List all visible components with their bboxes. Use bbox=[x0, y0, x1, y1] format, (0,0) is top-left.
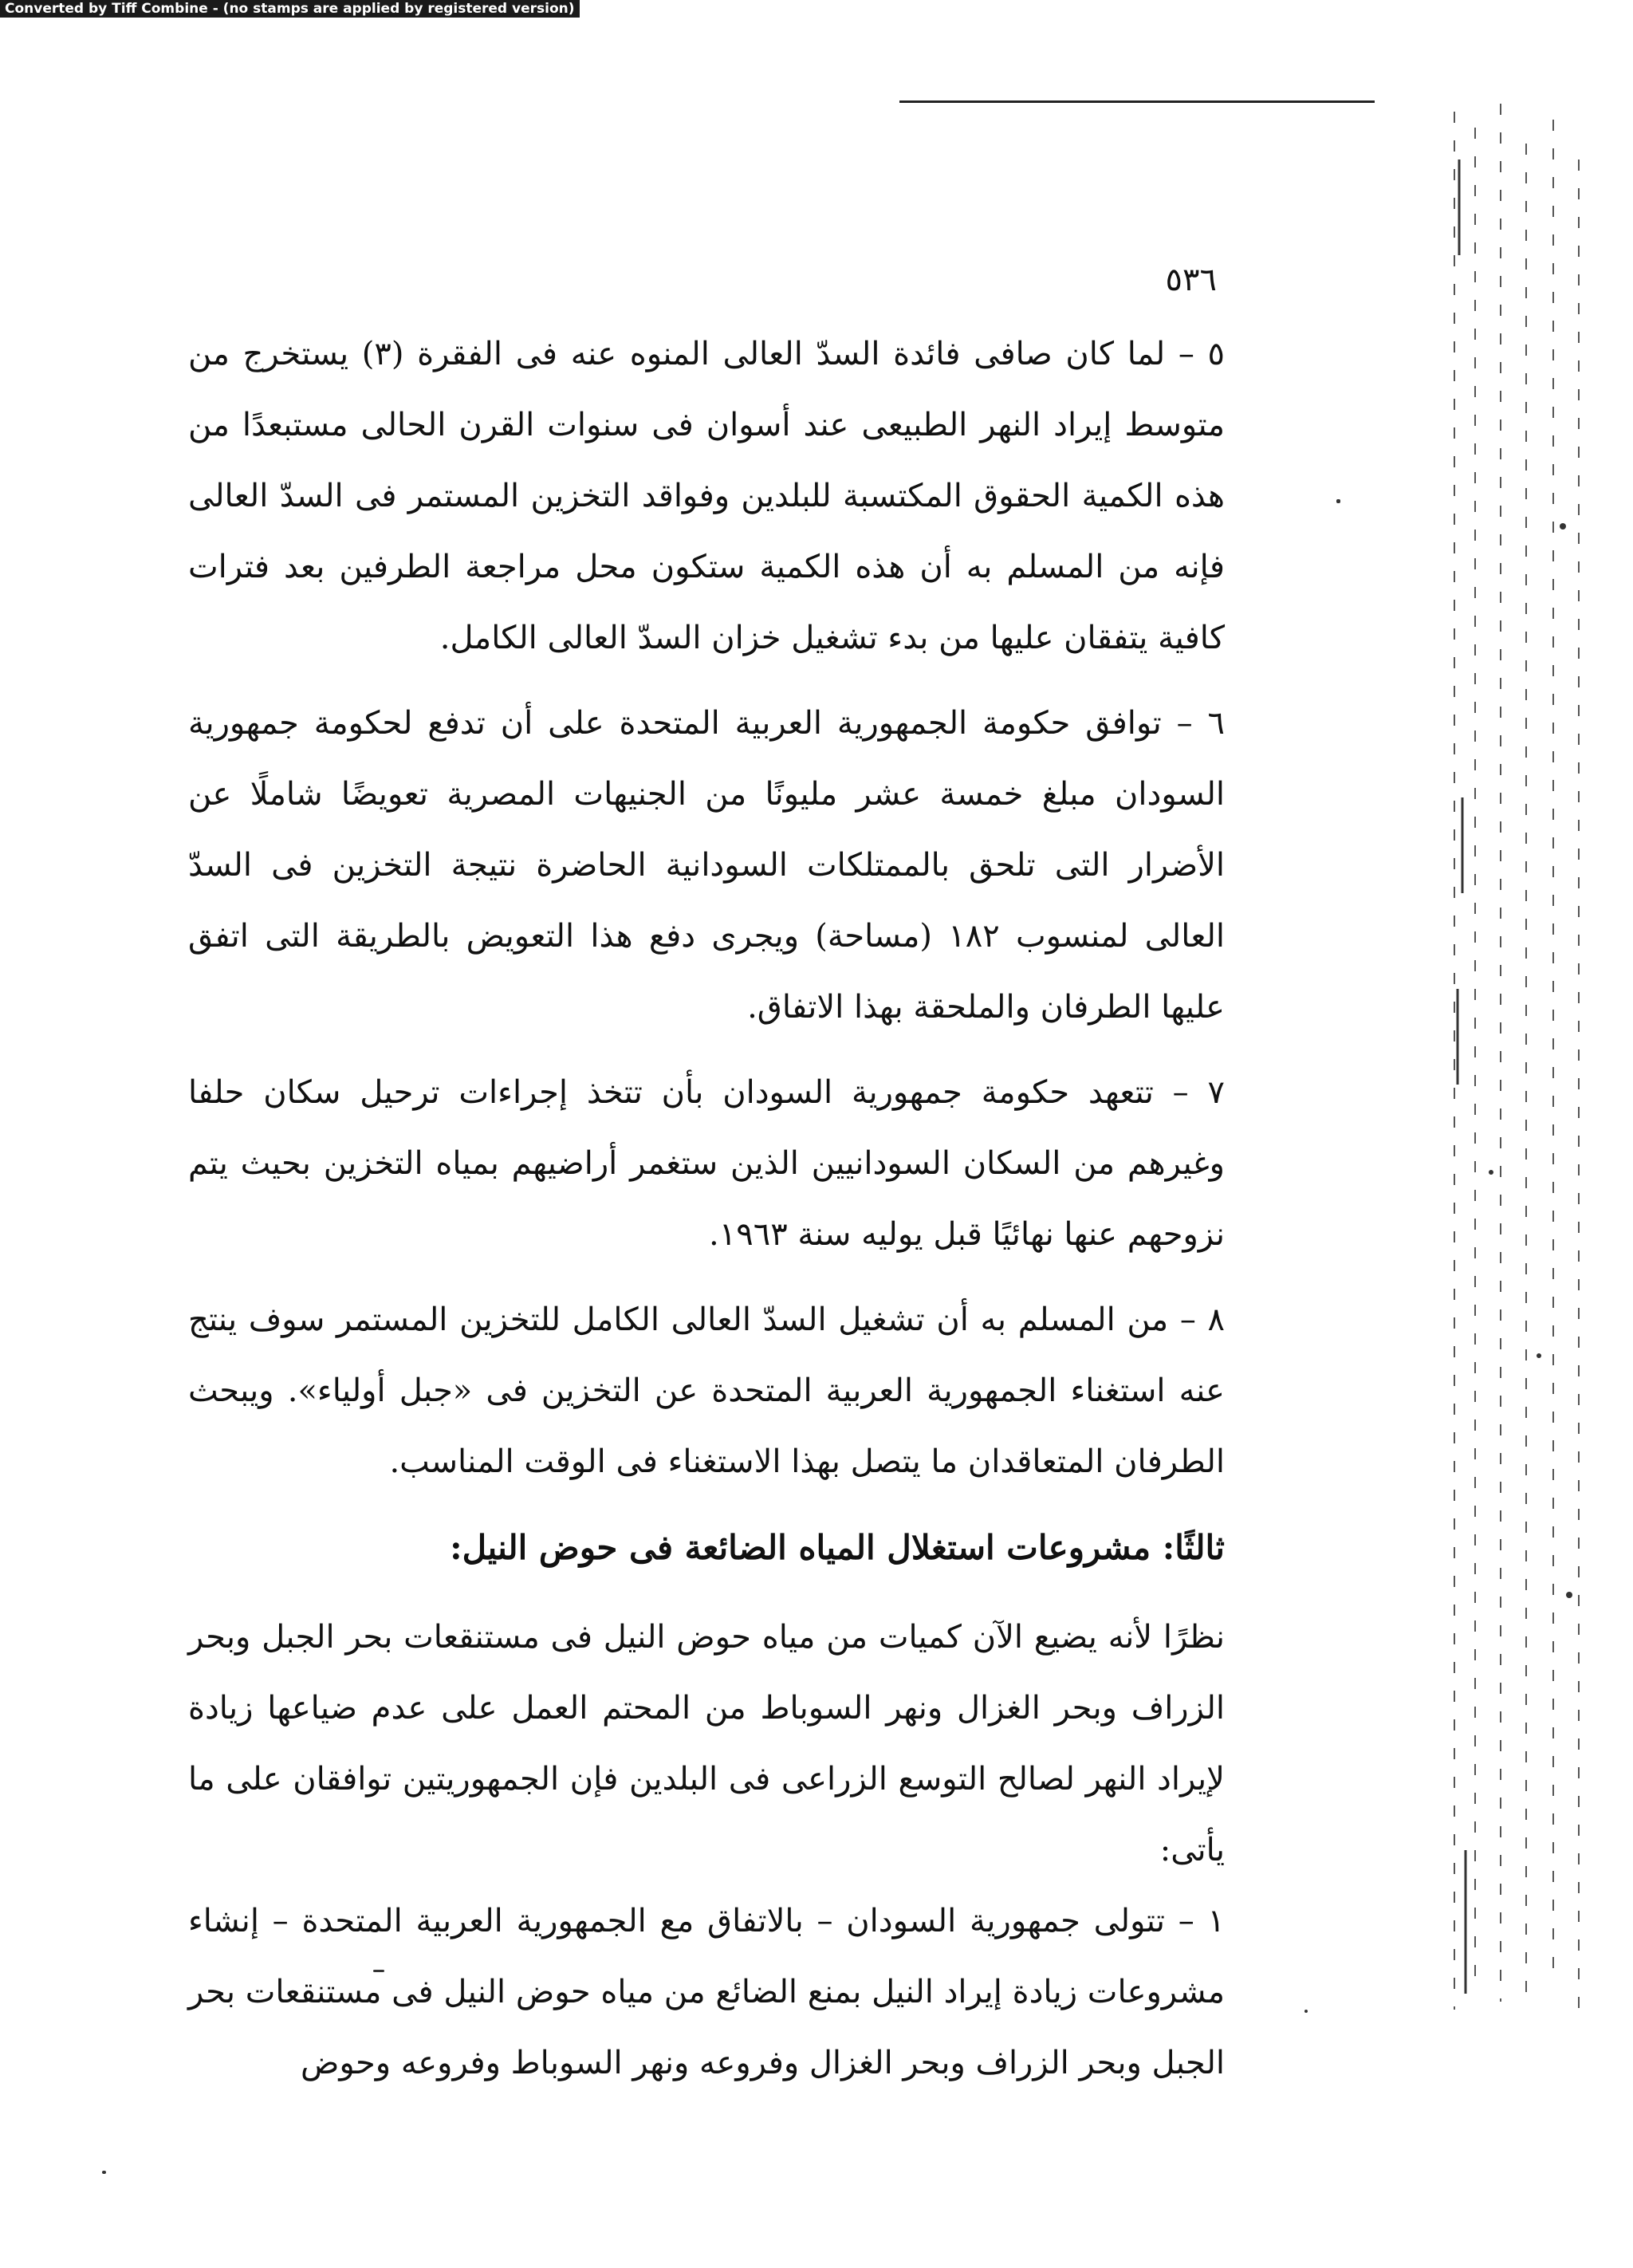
header-rule bbox=[899, 100, 1375, 103]
converter-banner: Converted by Tiff Combine - (no stamps are applied by registered version) bbox=[0, 0, 580, 18]
item-1: ١ – تتولى جمهورية السودان – بالاتفاق مع الجمهورية العربية المتحدة – إنشاء مشروعات زيادة إيراد النيل بمنع الضائع من مياه حوض النيل فى مستنقعات بحر الجبل وبحر الزراف وبحر الغزال وفروعه ونهر السوباط وفروعه وحوض bbox=[188, 1903, 1225, 2081]
scan-speck bbox=[1336, 499, 1340, 503]
paragraph-6: ٦ – توافق حكومة الجمهورية العربية المتحدة على أن تدفع لحكومة جمهورية السودان مبلغ خمسة عشر مليونًا من الجنيهات المصرية تعويضًا شاملًا عن الأضرار التى تلحق بالممتلكات السودانية الحاضرة نتيجة التخزين فى السدّ العالى لمنسوب ١٨٢ (مساحة) ويجرى دفع هذا التعويض بالطريقة التى اتفق عليها الطرفان والملحقة بهذا الاتفاق. bbox=[188, 705, 1225, 1026]
scan-speck bbox=[373, 1970, 384, 1972]
paragraph-7: ٧ – تتعهد حكومة جمهورية السودان بأن تتخذ إجراءات ترحيل سكان حلفا وغيرهم من السكان السودانيين الذين ستغمر أراضيهم بمياه التخزين بحيث يتم نزوحهم عنها نهائيًا قبل يوليه سنة ١٩٦٣. bbox=[188, 1074, 1225, 1253]
scan-speck bbox=[102, 2171, 106, 2174]
binding-edge-marks bbox=[1443, 96, 1595, 2018]
scan-margin-artifacts bbox=[1443, 96, 1595, 2018]
page-body bbox=[188, 319, 1225, 2113]
paragraph-8: ٨ – من المسلم به أن تشغيل السدّ العالى الكامل للتخزين المستمر سوف ينتج عنه استغناء الجمهورية العربية المتحدة عن التخزين فى «جبل أولياء». ويبحث الطرفان المتعاقدان ما يتصل بهذا الاستغناء فى الوقت المناسب. bbox=[188, 1301, 1225, 1480]
scan-speck bbox=[1304, 2010, 1308, 2013]
intro-paragraph: نظرًا لأنه يضيع الآن كميات من مياه حوض النيل فى مستنقعات بحر الجبل وبحر الزراف وبحر الغزال ونهر السوباط من المحتم العمل على عدم ضياعها زيادة لإيراد النهر لصالح التوسع الزراعى فى البلدين فإن الجمهوريتين توافقان على ما يأتى: bbox=[188, 1619, 1225, 1868]
page-number: ٥٣٦ bbox=[1165, 262, 1217, 298]
paragraph-5: ٥ – لما كان صافى فائدة السدّ العالى المنوه عنه فى الفقرة (٣) يستخرج من متوسط إيراد النهر الطبيعى عند أسوان فى سنوات القرن الحالى مستبعدًا من هذه الكمية الحقوق المكتسبة للبلدين وفواقد التخزين المستمر فى السدّ العالى فإنه من المسلم به أن هذه الكمية ستكون محل مراجعة الطرفين بعد فترات كافية يتفقان عليها من بدء تشغيل خزان السدّ العالى الكامل. bbox=[188, 336, 1225, 656]
section-heading: ثالثًا: مشروعات استغلال المياه الضائعة فى حوض النيل: bbox=[450, 1528, 1225, 1567]
